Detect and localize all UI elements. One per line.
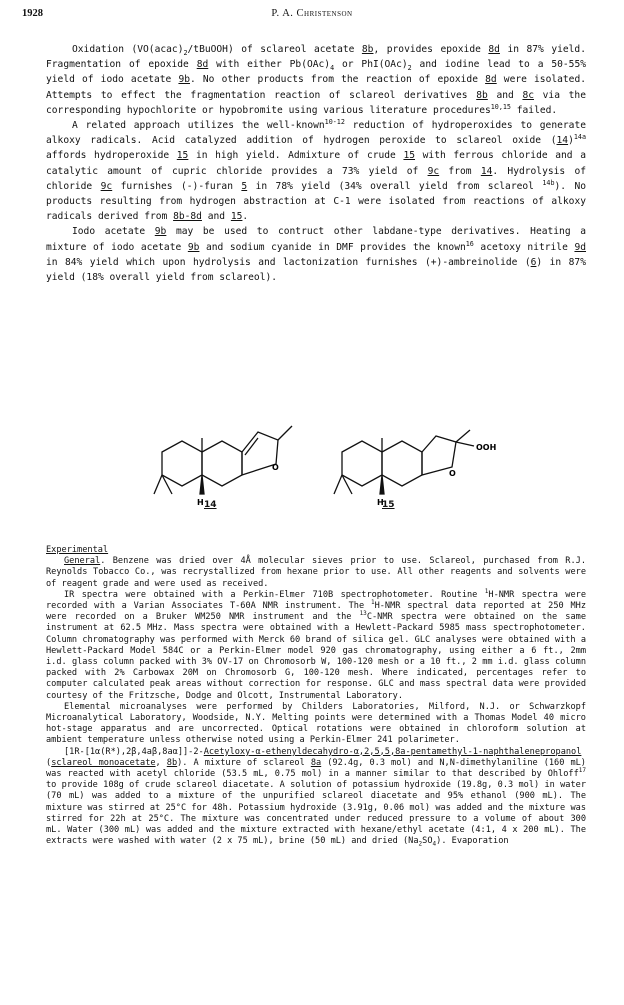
instruments-paragraph: IR spectra were obtained with a Perkin-Elmer 710B spectrophotometer. Routine $^1$H-NMR spectra were recorded with a Varian Associates T-60A NMR instrument. The $^1$H-NMR spectral data reported at 250 MHz were recorded on a Bruker WM250 NMR instrument and the $^{13}$C-NMR spectra were obtained on the same instrument at 62.5 MHz. Mass spectra were obtained with a Hewlett-Packard 5985 mass spectrophotometer. Column chromatography was performed with Merck 60 brand of silica gel. GLC analyses were obtained with a Hewlett-Packard Model 584C or a Perkin-Elmer model 920 gas chromatography, using either a 6 ft., 2mm i.d. glass column packed with 3% OV-17 on Chromosorb W, 100-120 mesh or a 10 ft., 2 mm i.d. glass column packed with 2% Carbowax 20M on Chromosorb G, 100-120 mesh. Where indicated, percentages refer to computer calculated peak areas without correction for response. GLC and mass spectral data were provided courtesy of the Fritzsche, Dodge and Olcott, Instrumental Laboratory. bbox=[46, 587, 587, 701]
experimental-heading: Experimental bbox=[46, 545, 109, 555]
structure-15 bbox=[334, 430, 474, 494]
structure-14 bbox=[154, 426, 292, 494]
paragraph-2: A related approach utilizes the well-known$^{10-12}$ reduction of hydroperoxides to generate alkoxy radicals. Acid catalyzed addition of hydrogen peroxide to sclareol oxide $(14)^{14a}$ affords hydroperoxide 15 in high yield. Admixture of crude 15 with ferrous chloride and a catalytic amount of cupric chloride provides a 73% yield of 9c from 14. Hydrolysis of chloride 9c furnishes (-)-furan 5 in 78% yield (34% overall yield from sclareol $^{14b}$). No products resulting from hydrogen abstraction at C-1 were isolated from reactions of alkoxy radicals derived from 8b-8d and 15. bbox=[46, 117, 587, 223]
procedure-paragraph: [1R-[1α(R*),2β,4aβ,8aα]]-2-Acetyloxy-α-ethenyldecahydro-α,2,5,5,8a-pentamethyl-1-naphthalenepropanol (sclareol monoacetate, 8b). A mixture of sclareol 8a (92.4g, 0.3 mol) and N,N-dimethylaniline (160 mL) was reacted with acetyl chloride (53.5 mL, 0.75 mol) in a manner similar to that described by Ohloff$^{17}$ to provide 108g of crude sclareol diacetate. A solution of potassium hydroxide (19.8g, 0.3 mol) in water (70 mL) was added to a mixture of the unpurified sclareol diacetate and 95% ethanol (900 mL). The mixture was stirred at 25°C for 48h. Potassium hydroxide (3.91g, 0.06 mol) was added and the mixture was stirred for 22h at 25°C. The mixture was concentrated under reduced pressure to a volume of about 300 mL. Water (300 mL) was added and the mixture extracted with hexane/ethyl acetate (4:1, 4 x 200 mL). The extracts were washed with water (2 x 75 mL), brine (50 mL) and dried $(Na_2SO_4)$. Evaporation bbox=[46, 746, 586, 848]
main-text bbox=[46, 42, 586, 285]
paragraph-3: Iodo acetate 9b may be used to contruct other labdane-type derivatives. Heating a mixture of iodo acetate 9b and sodium cyanide in DMF provides the known$^{16}$ acetoxy nitrile 9d in 84% yield which upon hydrolysis and lactonization furnishes (+)-ambreinolide (6) in 87% yield (18% overall yield from sclareol). bbox=[46, 226, 587, 284]
compound-label-15: 15 bbox=[382, 500, 395, 510]
page-number: 1928 bbox=[22, 8, 43, 19]
oxygen-15: O bbox=[449, 469, 456, 478]
general-paragraph: General. Benzene was dried over 4Å molecular sieves prior to use. Sclareol, purchased from R.J. Reynolds Tobacco Co., was recrystallized from hexane prior to use. All other reagents and solvents were of reagent grade and were used as received. bbox=[46, 556, 586, 589]
ooh-group: OOH bbox=[476, 443, 497, 452]
running-author: P. A. Christenson bbox=[271, 8, 353, 19]
chemical-structures bbox=[140, 412, 500, 522]
compound-label-14: 14 bbox=[204, 500, 217, 510]
page-header bbox=[22, 8, 602, 22]
experimental-section bbox=[46, 545, 586, 847]
paragraph-1: Oxidation $(VO(acac)_2/tBuOOH)$ of sclareol acetate 8b, provides epoxide 8d in 87% yield. Fragmentation of epoxide 8d with either $Pb(OAc)_4$ or $PhI(OAc)_2$ and iodine lead to a 50-55% yield of iodo acetate 9b. No other products from the reaction of epoxide 8d were isolated. Attempts to effect the fragmentation reaction of sclareol derivatives 8b and 8c via the corresponding hypochlorite or hypobromite using various literature procedures$^{10,15}$ failed. bbox=[46, 44, 586, 116]
h-label-15: H bbox=[377, 498, 384, 507]
oxygen-14: O bbox=[272, 463, 279, 472]
analyses-paragraph: Elemental microanalyses were performed by Childers Laboratories, Milford, N.J. or Schwarzkopf Microanalytical Laboratory, Woodside, N.Y. Melting points were determined with a Thomas Model 40 micro hot-stage apparatus and are uncorrected. Optical rotations were obtained in chloroform solution at ambient temperature unless otherwise noted using a Perkin-Elmer 241 polarimeter. bbox=[46, 701, 586, 746]
h-label-14: H bbox=[197, 498, 204, 507]
